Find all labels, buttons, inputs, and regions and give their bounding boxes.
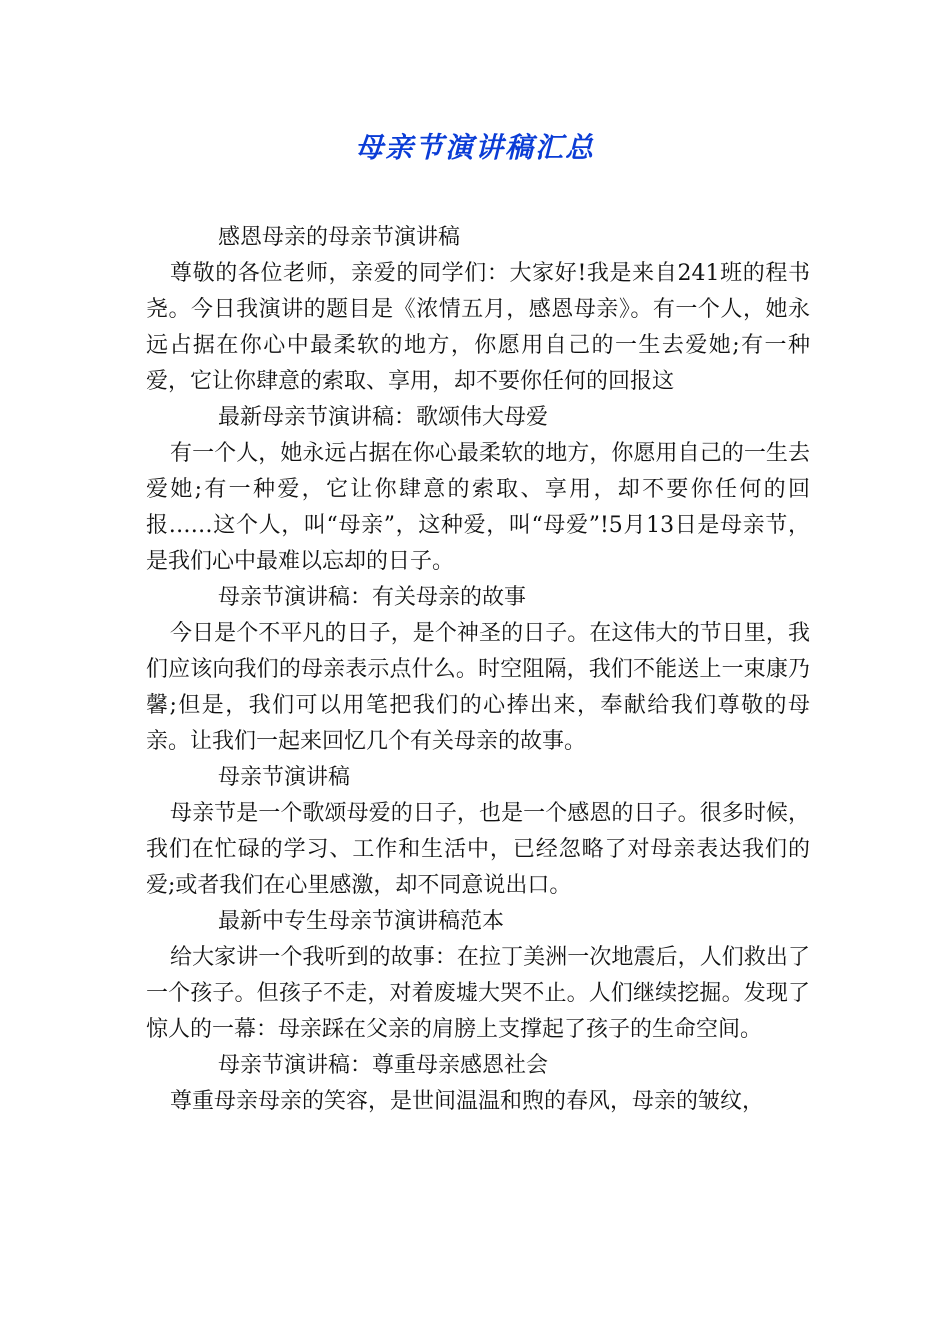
section-heading: 最新中专生母亲节演讲稿范本 xyxy=(218,909,505,934)
section-heading: 母亲节演讲稿 xyxy=(218,765,351,790)
section-heading: 最新母亲节演讲稿：歌颂伟大母爱 xyxy=(218,405,549,430)
section-body: 尊敬的各位老师，亲爱的同学们：大家好!我是来自241班的程书尧。今日我演讲的题目是《浓情五月，感恩母亲》。有一个人，她永远占据在你心中最柔软的地方，你愿用自己的一生去爱她;有一种爱，它让你肆意的索取、享用，却不要你任何的回报这 xyxy=(146,261,810,394)
section-body: 尊重母亲母亲的笑容，是世间温温和煦的春风，母亲的皱纹， xyxy=(170,1089,765,1114)
section-body: 今日是个不平凡的日子，是个神圣的日子。在这伟大的节日里，我们应该向我们的母亲表示点什么。时空阻隔，我们不能送上一束康乃馨;但是，我们可以用笔把我们的心捧出来，奉献给我们尊敬的母亲。让我们一起来回忆几个有关母亲的故事。 xyxy=(146,621,810,754)
section-body: 给大家讲一个我听到的故事：在拉丁美洲一次地震后，人们救出了一个孩子。但孩子不走，对着废墟大哭不止。人们继续挖掘。发现了惊人的一幕：母亲踩在父亲的肩膀上支撑起了孩子的生命空间。 xyxy=(146,945,810,1042)
section-body: 有一个人，她永远占据在你心最柔软的地方，你愿用自己的一生去爱她;有一种爱，它让你肆意的索取、享用，却不要你任何的回报……这个人，叫“母亲”，这种爱，叫“母爱”!5月13日是母亲节，是我们心中最难以忘却的日子。 xyxy=(146,441,810,574)
section-heading: 母亲节演讲稿：尊重母亲感恩社会 xyxy=(218,1053,549,1078)
section-heading: 母亲节演讲稿：有关母亲的故事 xyxy=(218,585,527,610)
document-content xyxy=(146,220,810,1120)
document-title: 母亲节演讲稿汇总 xyxy=(354,131,595,164)
section-heading: 感恩母亲的母亲节演讲稿 xyxy=(218,225,461,250)
section-body: 母亲节是一个歌颂母爱的日子，也是一个感恩的日子。很多时候，我们在忙碌的学习、工作和生活中，已经忽略了对母亲表达我们的爱;或者我们在心里感激，却不同意说出口。 xyxy=(146,801,810,898)
